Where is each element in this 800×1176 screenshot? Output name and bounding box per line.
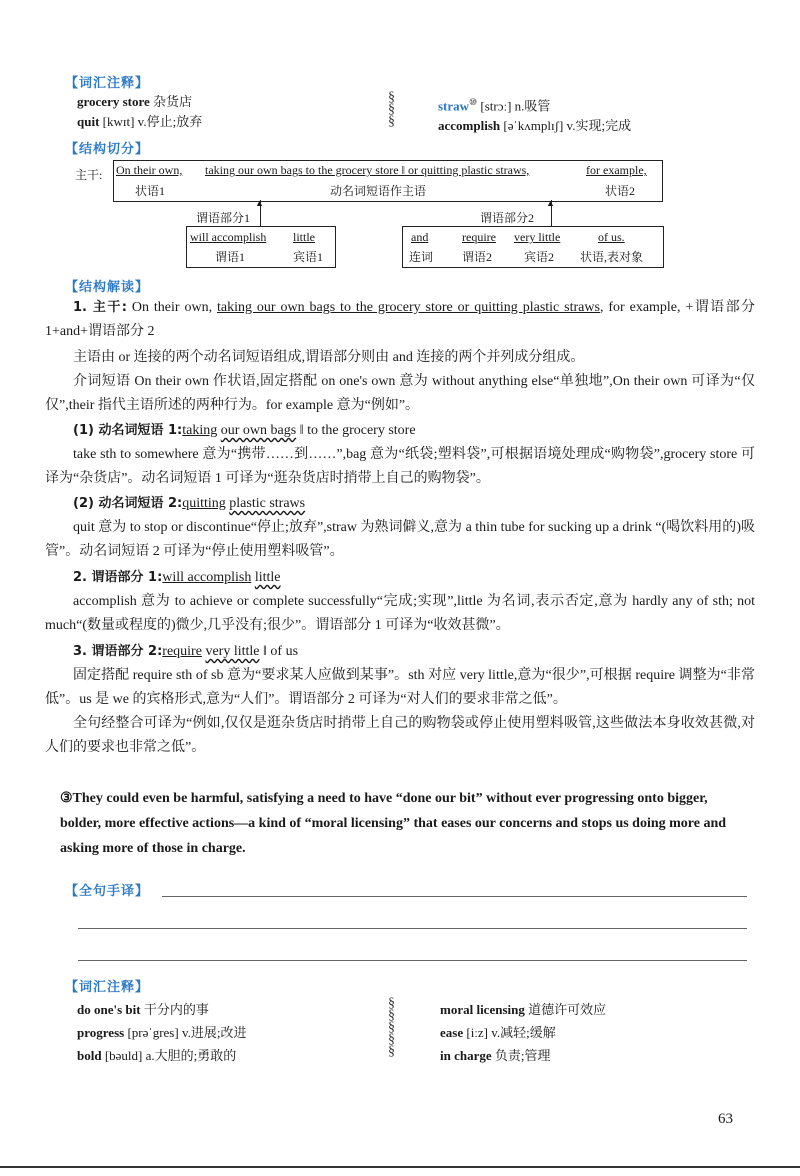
- analysis-heading: 【结构解读】: [65, 280, 150, 295]
- vocab-left-list: [77, 92, 202, 132]
- pred2-adverbial-label: 状语,表对象: [580, 250, 644, 264]
- arrow-head-1: ▲: [255, 198, 264, 208]
- translation-line[interactable]: [162, 896, 747, 897]
- pred2-object: very little: [514, 230, 561, 244]
- paragraph-gerund-1: take sth to somewhere 意为“携带……到……”,bag 意为“纸袋;塑料袋”,可根据语境处理成“购物袋”,grocery store 可译为“杂货店”。动名词短语 1 可译为“逛杂货店时捎带上自己的购物袋”。: [45, 447, 755, 486]
- vocab-right-list: [438, 92, 631, 136]
- vocab-left-list: [77, 998, 246, 1067]
- vocab-item: grocery store 杂货店: [77, 94, 193, 109]
- pred1-verb-label: 谓语1: [215, 250, 246, 264]
- gerund-1-heading: (1) 动名词短语 1:taking our own bags ‖ to the grocery store: [73, 423, 416, 438]
- main-clause-paragraph: 1. 主干: On their own, taking our own bags to the grocery store or quitting plastic straws, for example, +谓语部分 1+and+谓语部分 2: [45, 300, 755, 339]
- pred1-label: 谓语部分1: [196, 211, 251, 225]
- translation-line[interactable]: [78, 960, 747, 961]
- wavy-divider: § § §: [388, 90, 392, 129]
- vocab-item: in charge 负责;管理: [440, 1048, 551, 1063]
- pred1-verb: will accomplish: [190, 230, 267, 244]
- adverbial-2: for example,: [586, 163, 647, 177]
- vocab-right-list: [440, 998, 606, 1067]
- vocab-heading: 【词汇注释】: [65, 980, 150, 995]
- gerund-subject-label: 动名词短语作主语: [330, 184, 427, 198]
- pred2-verb: require: [462, 230, 496, 244]
- pred2-adverbial: of us.: [598, 230, 625, 244]
- predicate-2-heading: 3. 谓语部分 2:require very little ‖ of us: [73, 644, 299, 659]
- paragraph-gerund-2: quit 意为 to stop or discontinue“停止;放弃”,straw 为熟词僻义,意为 a thin tube for sucking up a drink “(喝饮料用的)吸管”。动名词短语 2 可译为“停止使用塑料吸管”。: [45, 520, 755, 559]
- paragraph-predicate-2: 固定搭配 require sth of sb 意为“要求某人应做到某事”。sth 对应 very little,意为“很少”,可根据 require 调整为“非常低”。us 是 we 的宾格形式,意为“人们”。谓语部分 2 可译为“对人们的要求非常之低”。: [45, 668, 755, 707]
- sentence-3: ③They could even be harmful, satisfying a need to have “done our bit” without ever progressing onto bigger, bolder, more effective actions—a kind of “moral licensing” that eases our concerns and stops us doing more and asking more of those in charge.: [60, 791, 727, 856]
- adverbial-2-label: 状语2: [605, 184, 636, 198]
- frequency-badge: ⑩: [469, 97, 478, 107]
- main-label: 主干:: [75, 168, 103, 182]
- paragraph-adverbial: 介词短语 On their own 作状语,固定搭配 on one's own 意为 without anything else“单独地”,On their own 可译为“仅仅”,their 指代主语所述的两种行为。for example 意为“例如”。: [45, 374, 755, 413]
- page-number: 63: [718, 1111, 733, 1127]
- vocab-item: accomplish [əˈkʌmplɪʃ] v.实现;完成: [438, 118, 632, 134]
- pred2-label: 谓语部分2: [480, 211, 535, 225]
- paragraph-full-translation: 全句经整合可译为“例如,仅仅是逛杂货店时捎带上自己的购物袋或停止使用塑料吸管,这些做法本身收效甚微,对人们的要求也非常之低”。: [45, 716, 755, 755]
- pred1-object: little: [293, 230, 315, 244]
- translation-heading: 【全句手译】: [65, 884, 150, 899]
- vocab-item: progress [prəˈgres] v.进展;改进: [77, 1025, 247, 1040]
- pred2-conj-label: 连词: [409, 250, 434, 264]
- paragraph-predicate-1: accomplish 意为 to achieve or complete successfully“完成;实现”,little 为名词,表示否定,意为 hardly any of sth; not much“(数量或程度的)微少,几乎没有;很少”。谓语部分 1 可译为“收效甚微”。: [45, 594, 755, 633]
- vocab-item: straw⑩ [strɔː] n.吸管: [438, 97, 551, 114]
- translation-line[interactable]: [78, 928, 747, 929]
- vocab-item: bold [bəuld] a.大胆的;勇敢的: [77, 1048, 237, 1063]
- arrow-head-2: ▲: [546, 198, 555, 208]
- vocab-item: moral licensing 道德许可效应: [440, 1002, 607, 1017]
- pred2-conj: and: [411, 230, 429, 244]
- pred2-verb-label: 谓语2: [462, 250, 493, 264]
- bottom-rule: [0, 1166, 800, 1168]
- vocab-item: quit [kwɪt] v.停止;放弃: [77, 114, 203, 129]
- gerund-subject: taking our own bags to the grocery store ‖ or quitting plastic straws,: [205, 163, 530, 177]
- gerund-2-heading: (2) 动名词短语 2:quitting plastic straws: [73, 496, 306, 511]
- vocab-item: do one's bit 干分内的事: [77, 1002, 209, 1017]
- adverbial-1-label: 状语1: [135, 184, 166, 198]
- structure-heading: 【结构切分】: [65, 142, 150, 157]
- vocab-heading: 【词汇注释】: [65, 76, 150, 91]
- pred1-object-label: 宾语1: [293, 250, 324, 264]
- predicate-1-heading: 2. 谓语部分 1:will accomplish little: [73, 570, 281, 585]
- paragraph-subject: 主语由 or 连接的两个动名词短语组成,谓语部分则由 and 连接的两个并列成分组成。: [73, 350, 585, 365]
- vocab-item: ease [iːz] v.减轻;缓解: [440, 1025, 556, 1040]
- wavy-divider: § § § § §: [388, 996, 392, 1059]
- pred2-object-label: 宾语2: [524, 250, 555, 264]
- adverbial-1: On their own,: [116, 163, 183, 177]
